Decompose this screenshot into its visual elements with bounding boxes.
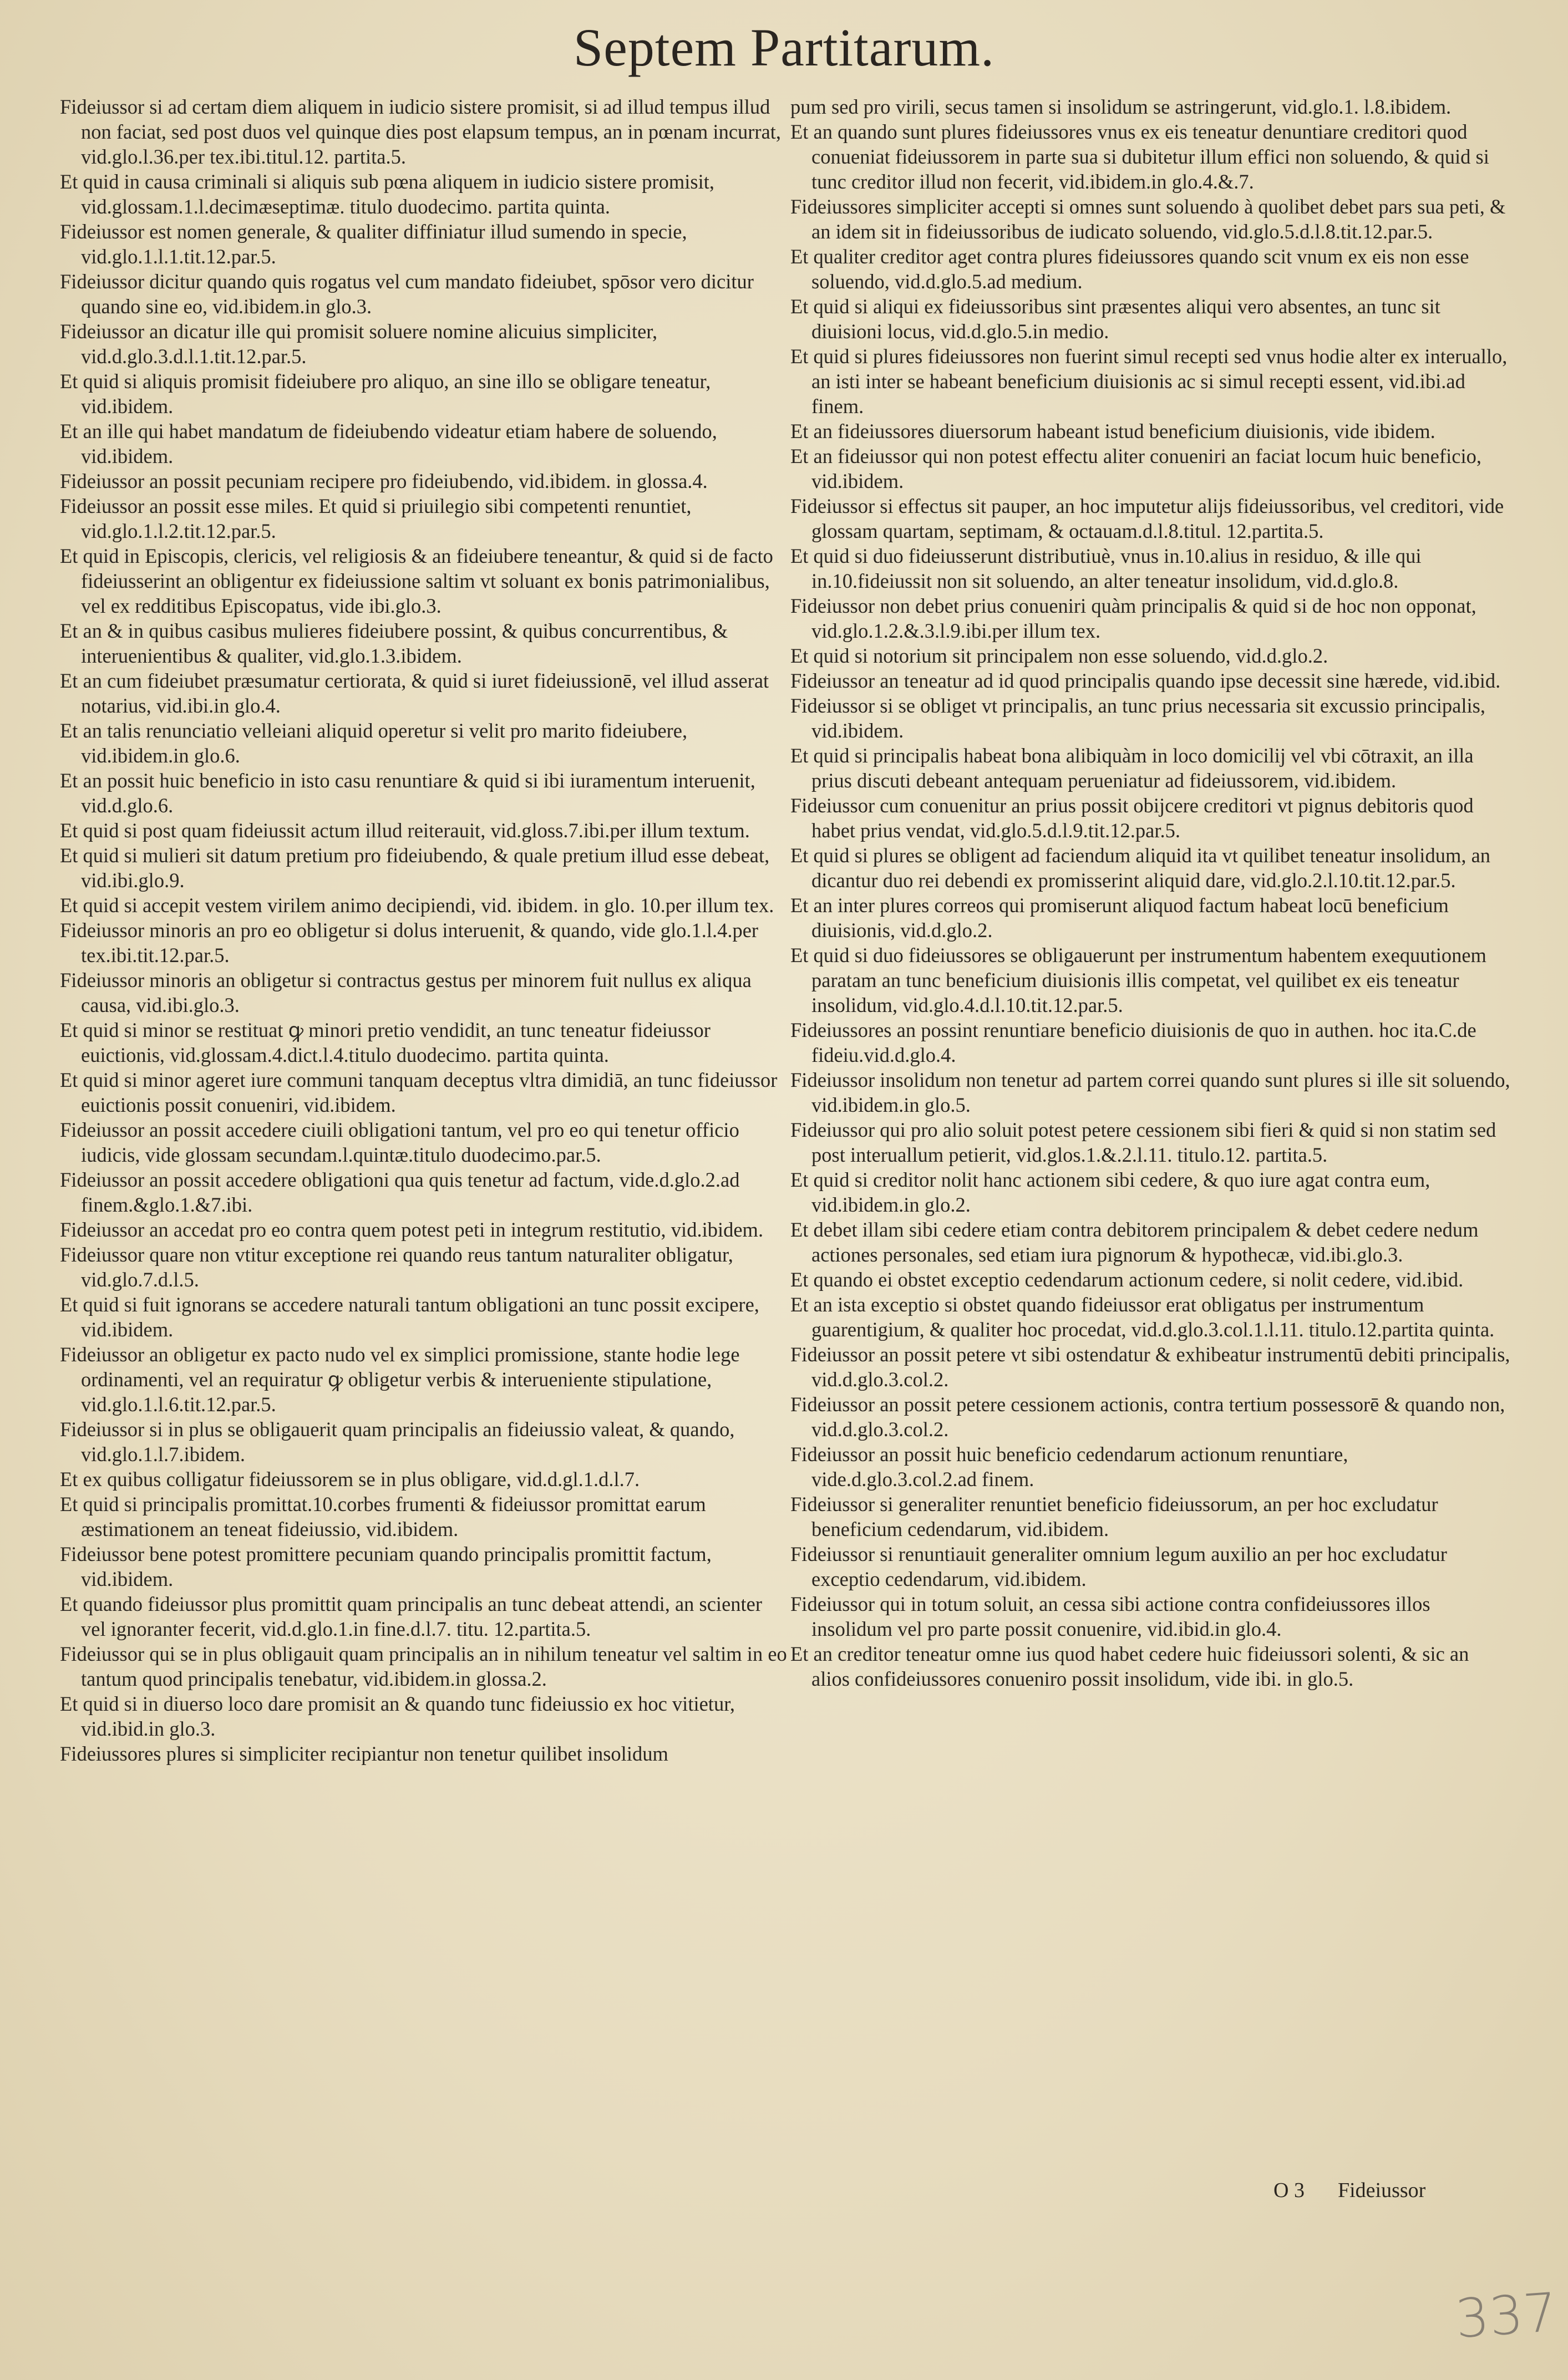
index-entry: Et ex quibus colligatur fideiussorem se in plus obligare, vid.d.gl.1.d.l.7. xyxy=(60,1468,640,1491)
index-entry: Fideiussor an accedat pro eo contra quem potest peti in integrum restitutio, vid.ibidem. xyxy=(60,1218,764,1241)
index-entry: Fideiussores an possint renuntiare beneficio diuisionis de quo in authen. hoc ita.C.de fideiu.vid.d.glo.4. xyxy=(790,1019,1476,1066)
index-entry: pum sed pro virili, secus tamen si insolidum se astringerunt, vid.glo.1. l.8.ibidem. xyxy=(790,95,1452,118)
page-title: Septem Partitarum. xyxy=(573,18,995,77)
index-entry: Fideiussor si in plus se obligauerit quam principalis an fideiussio valeat, & quando, vid.glo.1.l.7.ibidem. xyxy=(60,1418,735,1466)
index-column-left xyxy=(60,94,791,1766)
index-entry: Fideiussor si renuntiauit generaliter omnium legum auxilio an per hoc excludatur exceptio cedendarum, vid.ibidem. xyxy=(790,1543,1447,1590)
index-entry: Et quid si plures fideiussores non fuerint simul recepti sed vnus hodie alter ex interuallo, an isti inter se habeant beneficium diuisionis ac si simul recepti essent, vid.ibi.ad finem. xyxy=(790,345,1508,418)
index-entry: Et quid si minor ageret iure communi tanquam deceptus vltra dimidiā, an tunc fideiussor euictionis possit conueniri, vid.ibidem. xyxy=(60,1069,778,1116)
index-entry: Et quid si mulieri sit datum pretium pro fideiubendo, & quale pretium illud esse debeat, vid.ibi.glo.9. xyxy=(60,844,770,892)
index-entry: Fideiussor si ad certam diem aliquem in iudicio sistere promisit, si ad illud tempus illud non faciat, sed post duos vel quinque dies post elapsum tempus, an in pœnam incurrat, vid.glo.l.36.per tex.ibi.titul.12. partita.5. xyxy=(60,95,782,168)
index-entry: Et quid si minor se restituat ꝙ minori pretio vendidit, an tunc teneatur fideiussor euictionis, vid.glossam.4.dict.l.4.titulo duodecimo. partita quinta. xyxy=(60,1019,711,1066)
index-entry: Fideiussor minoris an obligetur si contractus gestus per minorem fuit nullus ex aliqua causa, vid.ibi.glo.3. xyxy=(60,969,752,1016)
index-entry: Fideiussor qui in totum soluit, an cessa sibi actione contra confideiussores illos insolidum vel pro parte possit conuenire, vid.ibid.in glo.4. xyxy=(790,1593,1430,1640)
index-entry: Fideiussor non debet prius conueniri quàm principalis & quid si de hoc non opponat, vid.glo.1.2.&.3.l.9.ibi.per illum tex. xyxy=(790,594,1476,642)
index-entry: Et quid si principalis promittat.10.corbes frumenti & fideiussor promittat earum æstimationem an teneat fideiussio, vid.ibidem. xyxy=(60,1493,706,1540)
index-entry: Fideiussor est nomen generale, & qualiter diffiniatur illud sumendo in specie, vid.glo.1.l.1.tit.12.par.5. xyxy=(60,220,687,268)
index-entry: Et quando ei obstet exceptio cedendarum actionum cedere, si nolit cedere, vid.ibid. xyxy=(790,1268,1464,1291)
index-entry: Et quid si principalis habeat bona alibiquàm in loco domicilij vel vbi cōtraxit, an illa prius discuti debeant antequam perueniatur ad fideiussorem, vid.ibidem. xyxy=(790,744,1474,792)
index-entry: Et quid in Episcopis, clericis, vel religiosis & an fideiubere teneantur, & quid si de facto fideiusserint an obligentur ex fideiussione saltim vt soluant ex bonis patrimonialibus, vel ex redditibus Episcopatus, vide ibi.glo.3. xyxy=(60,545,773,617)
index-entry: Fideiussor an possit accedere ciuili obligationi tantum, vel pro eo qui tenetur officio iudicis, vide glossam secundam.l.quintæ.titulo duodecimo.par.5. xyxy=(60,1118,739,1166)
index-entry: Et quid si duo fideiusserunt distributiuè, vnus in.10.alius in residuo, & ille qui in.10.fideiussit non sit soluendo, an alter teneatur insolidum, vid.d.glo.8. xyxy=(790,545,1422,592)
index-entry: Fideiussor cum conuenitur an prius possit obijcere creditori vt pignus debitoris quod habet prius vendat, vid.glo.5.d.l.9.tit.12.par.5. xyxy=(790,794,1474,842)
index-entry: Fideiussor an dicatur ille qui promisit soluere nomine alicuius simpliciter, vid.d.glo.3.d.l.1.tit.12.par.5. xyxy=(60,320,658,368)
index-entry: Et quid si fuit ignorans se accedere naturali tantum obligationi an tunc possit excipere, vid.ibidem. xyxy=(60,1293,759,1341)
index-entry: Et quid si aliqui ex fideiussoribus sint præsentes aliqui vero absentes, an tunc sit diuisioni locus, vid.d.glo.5.in medio. xyxy=(790,295,1440,343)
index-entry: Fideiussor si effectus sit pauper, an hoc imputetur alijs fideiussoribus, vel creditori, vide glossam quartam, septimam, & octauam.d.l.8.titul. 12.partita.5. xyxy=(790,495,1504,542)
index-entry: Et an inter plures correos qui promiserunt aliquod factum habeat locū beneficium diuisionis, vid.d.glo.2. xyxy=(790,894,1449,942)
index-entry: Et an & in quibus casibus mulieres fideiubere possint, & quibus concurrentibus, & interuenientibus & qualiter, vid.glo.1.3.ibidem. xyxy=(60,619,728,667)
signature-mark: O 3 xyxy=(1273,2179,1305,2202)
index-entry: Et quid si accepit vestem virilem animo decipiendi, vid. ibidem. in glo. 10.per illum tex. xyxy=(60,894,774,917)
index-entry: Fideiussores plures si simpliciter recipiantur non tenetur quilibet insolidum xyxy=(60,1742,668,1765)
index-entry: Et an quando sunt plures fideiussores vnus ex eis teneatur denuntiare creditori quod conueniat fideiussorem in parte sua si dubitetur illum effici non soluendo, & quid si tunc creditor illud non fecerit, vid.ibidem.in glo.4.&.7. xyxy=(790,120,1489,193)
index-entry: Fideiussor qui se in plus obligauit quam principalis an in nihilum teneatur vel saltim in eo tantum quod principalis tenebatur, vid.ibidem.in glossa.2. xyxy=(60,1642,787,1690)
index-entry: Fideiussor an obligetur ex pacto nudo vel ex simplici promissione, stante hodie lege ordinamenti, vel an requiratur ꝙ obligetur verbis & interueniente stipulatione, vid.glo.1.l.6.tit.12.par.5. xyxy=(60,1343,740,1416)
index-entry: Fideiussor an possit pecuniam recipere pro fideiubendo, vid.ibidem. in glossa.4. xyxy=(60,470,708,492)
index-entry: Et qualiter creditor aget contra plures fideiussores quando scit vnum ex eis non esse soluendo, vid.d.glo.5.ad medium. xyxy=(790,245,1469,293)
index-entry: Et an talis renunciatio velleiani aliquid operetur si velit pro marito fideiubere, vid.ibidem.in glo.6. xyxy=(60,719,688,767)
index-entry: Fideiussor si se obliget vt principalis, an tunc prius necessaria sit excussio principalis, vid.ibidem. xyxy=(790,694,1485,742)
index-entry: Et debet illam sibi cedere etiam contra debitorem principalem & debet cedere nedum actiones personales, sed etiam iura pignorum & hypothecæ, vid.ibi.glo.3. xyxy=(790,1218,1479,1266)
index-entry: Et quando fideiussor plus promittit quam principalis an tunc debeat attendi, an scienter vel ignoranter fecerit, vid.d.glo.1.in fine.d.l.7. titu. 12.partita.5. xyxy=(60,1593,763,1640)
index-entry: Fideiussor quare non vtitur exceptione rei quando reus tantum naturaliter obligatur, vid.glo.7.d.l.5. xyxy=(60,1243,733,1291)
index-entry: Et quid si in diuerso loco dare promisit an & quando tunc fideiussio ex hoc vitietur, vid.ibid.in glo.3. xyxy=(60,1692,735,1740)
page-footer xyxy=(1273,2178,1425,2203)
index-entry: Fideiussor an possit esse miles. Et quid si priuilegio sibi competenti renuntiet, vid.glo.1.l.2.tit.12.par.5. xyxy=(60,495,692,542)
index-entry: Fideiussores simpliciter accepti si omnes sunt soluendo à quolibet debet pars sua peti, & an idem sit in fideiussoribus de iudicato soluendo, vid.glo.5.d.l.8.tit.12.par.5. xyxy=(790,195,1506,243)
index-entry: Et an fideiussor qui non potest effectu aliter conueniri an faciat locum huic beneficio, vid.ibidem. xyxy=(790,445,1481,492)
index-entry: Et quid si aliquis promisit fideiubere pro aliquo, an sine illo se obligare teneatur, vid.ibidem. xyxy=(60,370,711,418)
index-entry: Et an fideiussores diuersorum habeant istud beneficium diuisionis, vide ibidem. xyxy=(790,420,1435,443)
index-entry: Fideiussor an possit huic beneficio cedendarum actionum renuntiare, vide.d.glo.3.col.2.ad finem. xyxy=(790,1443,1348,1491)
index-entry: Fideiussor an possit petere vt sibi ostendatur & exhibeatur instrumentū debiti principalis, vid.d.glo.3.col.2. xyxy=(790,1343,1510,1391)
index-entry: Et quid si duo fideiussores se obligauerunt per instrumentum habentem exequutionem paratam an tunc beneficium diuisionis illis competat, vel quilibet ex eis teneatur insolidum, vid.glo.4.d.l.10.tit.12.par.5. xyxy=(790,944,1486,1016)
index-entry: Et an creditor teneatur omne ius quod habet cedere huic fideiussori solenti, & sic an alios confideiussores conueniro possit insolidum, vide ibi. in glo.5. xyxy=(790,1642,1469,1690)
index-entry: Fideiussor insolidum non tenetur ad partem correi quando sunt plures si ille sit soluendo, vid.ibidem.in glo.5. xyxy=(790,1069,1510,1116)
index-entry: Et quid si plures se obligent ad faciendum aliquid ita vt quilibet teneatur insolidum, an dicantur duo rei debendi ex promisserint aliquid dare, vid.glo.2.l.10.tit.12.par.5. xyxy=(790,844,1491,892)
index-entry: Fideiussor an possit petere cessionem actionis, contra tertium possessorē & quando non, vid.d.glo.3.col.2. xyxy=(790,1393,1505,1441)
index-entry: Et an ille qui habet mandatum de fideiubendo videatur etiam habere de soluendo, vid.ibidem. xyxy=(60,420,717,467)
folio-number: 337 xyxy=(1453,2281,1559,2351)
index-column-right xyxy=(790,94,1511,1691)
index-entry: Fideiussor an possit accedere obligationi qua quis tenetur ad factum, vide.d.glo.2.ad finem.&glo.1.&7.ibi. xyxy=(60,1168,740,1216)
index-entry: Fideiussor minoris an pro eo obligetur si dolus interuenit, & quando, vide glo.1.l.4.per tex.ibi.tit.12.par.5. xyxy=(60,919,759,967)
index-entry: Et an possit huic beneficio in isto casu renuntiare & quid si ibi iuramentum interuenit, vid.d.glo.6. xyxy=(60,769,755,817)
index-entry: Et an ista exceptio si obstet quando fideiussor erat obligatus per instrumentum guarentigium, & qualiter hoc procedat, vid.d.glo.3.col.1.l.11. titulo.12.partita quinta. xyxy=(790,1293,1495,1341)
index-entry: Et quid si post quam fideiussit actum illud reiterauit, vid.gloss.7.ibi.per illum textum. xyxy=(60,819,750,842)
index-entry: Fideiussor bene potest promittere pecuniam quando principalis promittit factum, vid.ibidem. xyxy=(60,1543,712,1590)
index-entry: Fideiussor dicitur quando quis rogatus vel cum mandato fideiubet, spōsor vero dicitur quando sine eo, vid.ibidem.in glo.3. xyxy=(60,270,754,318)
index-entry: Fideiussor qui pro alio soluit potest petere cessionem sibi fieri & quid si non statim sed post interuallum petierit, vid.glos.1.&.2.l.11. titulo.12. partita.5. xyxy=(790,1118,1496,1166)
index-entry: Et quid si creditor nolit hanc actionem sibi cedere, & quo iure agat contra eum, vid.ibidem.in glo.2. xyxy=(790,1168,1430,1216)
index-entry: Et quid in causa criminali si aliquis sub pœna aliquem in iudicio sistere promisit, vid.glossam.1.l.decimæseptimæ. titulo duodecimo. partita quinta. xyxy=(60,170,714,218)
index-entry: Et an cum fideiubet præsumatur certiorata, & quid si iuret fideiussionē, vel illud asserat notarius, vid.ibi.in glo.4. xyxy=(60,669,769,717)
index-entry: Fideiussor an teneatur ad id quod principalis quando ipse decessit sine hærede, vid.ibid. xyxy=(790,669,1501,692)
index-entry: Et quid si notorium sit principalem non esse soluendo, vid.d.glo.2. xyxy=(790,644,1328,667)
catchword: Fideiussor xyxy=(1337,2179,1426,2202)
index-entry: Fideiussor si generaliter renuntiet beneficio fideiussorum, an per hoc excludatur beneficium cedendarum, vid.ibidem. xyxy=(790,1493,1438,1540)
